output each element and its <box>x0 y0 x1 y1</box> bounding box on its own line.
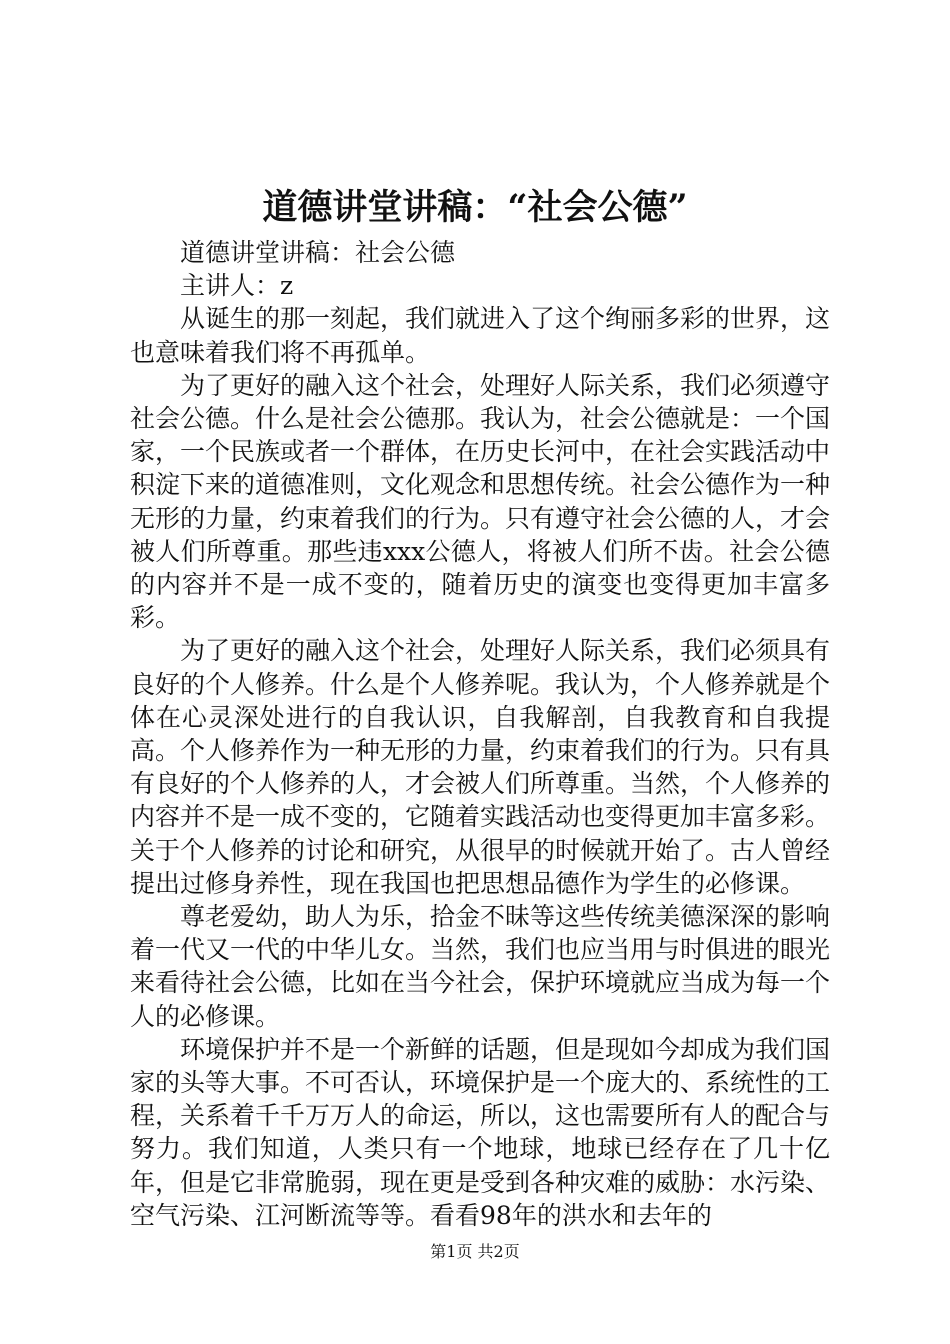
page-footer: 第1页 共2页 <box>430 1242 520 1261</box>
paragraph: 从诞生的那一刻起，我们就进入了这个绚丽多彩的世界，这也意味着我们将不再孤单。 <box>130 304 831 367</box>
paragraph: 环境保护并不是一个新鲜的话题，但是现如今却成为我们国家的头等大事。不可否认，环境保护是一个庞大的、系统性的工程，关系着千千万万人的命运，所以，这也需要所有人的配合与努力。我们知道，人类只有一个地球，地球已经存在了几十亿年，但是它非常脆弱，现在更是受到各种灾难的威胁：水污染、空气污染、江河断流等等。看看98年的洪水和去年的 <box>130 1034 831 1230</box>
subtitle-line: 道德讲堂讲稿：社会公德 <box>180 238 456 267</box>
speaker-line: 主讲人：z <box>180 271 294 301</box>
paragraph: 为了更好的融入这个社会，处理好人际关系，我们必须遵守社会公德。什么是社会公德那。我认为，社会公德就是：一个国家，一个民族或者一个群体，在历史长河中，在社会实践活动中积淀下来的道德准则，文化观念和思想传统。社会公德作为一种无形的力量，约束着我们的行为。只有遵守社会公德的人，才会被人们所尊重。那些违xxx公德人，将被人们所不齿。社会公德的内容并不是一成不变的，随着历史的演变也变得更加丰富多彩。 <box>130 370 831 633</box>
paragraph: 尊老爱幼，助人为乐，拾金不昧等这些传统美德深深的影响着一代又一代的中华儿女。当然，我们也应当用与时俱进的眼光来看待社会公德，比如在当今社会，保护环境就应当成为每一个人的必修课。 <box>130 902 831 1031</box>
document-title: 道德讲堂讲稿：“社会公德” <box>262 187 688 228</box>
paragraph: 为了更好的融入这个社会，处理好人际关系，我们必须具有良好的个人修养。什么是个人修养呢。我认为，个人修养就是个体在心灵深处进行的自我认识，自我解剖，自我教育和自我提高。个人修养作为一种无形的力量，约束着我们的行为。只有具有良好的个人修养的人，才会被人们所尊重。当然，个人修养的内容并不是一成不变的，它随着实践活动也变得更加丰富多彩。关于个人修养的讨论和研究，从很早的时候就开始了。古人曾经提出过修身养性，现在我国也把思想品德作为学生的必修课。 <box>130 636 831 898</box>
document-body <box>130 236 830 1232</box>
